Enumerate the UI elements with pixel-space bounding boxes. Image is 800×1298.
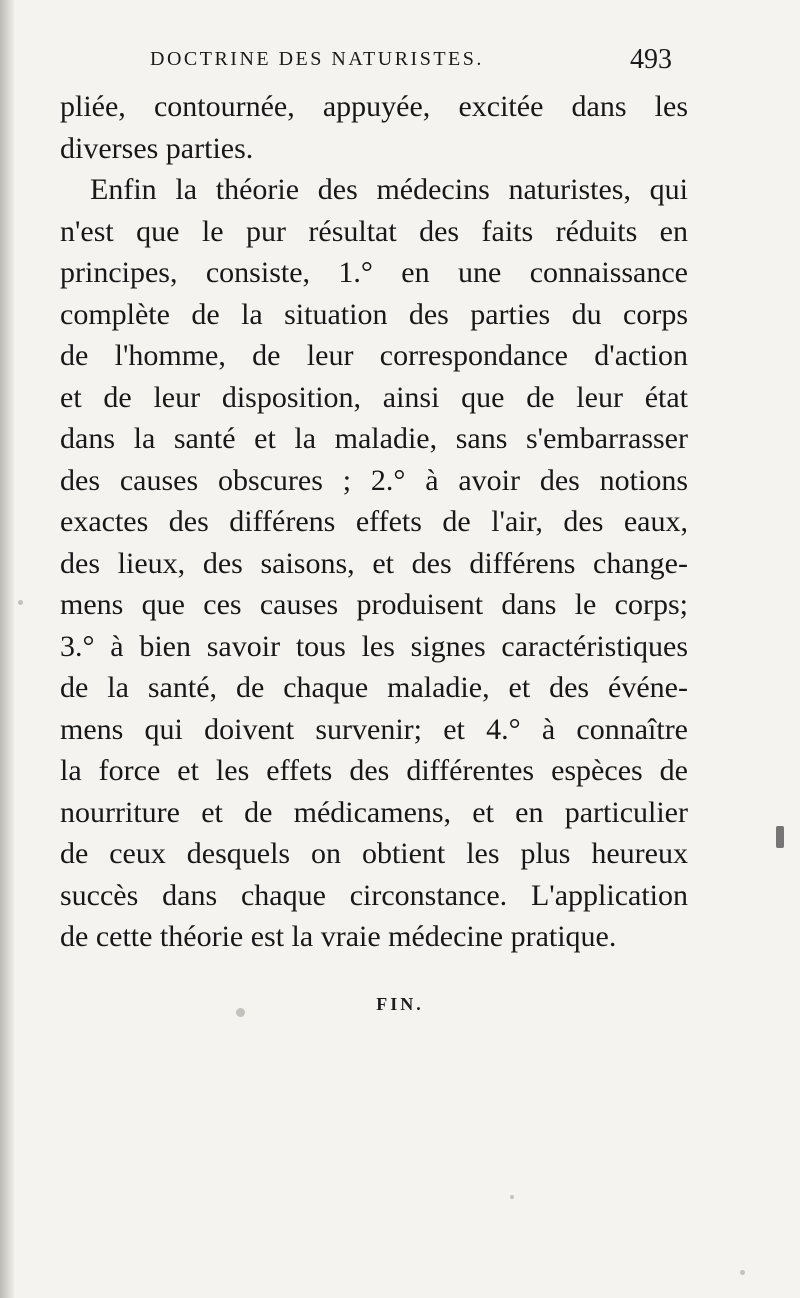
text-line: pliée, contournée, appuyée, excitée dans les (60, 90, 688, 123)
text-line: dans la santé et la maladie, sans s'embarrasser (60, 422, 688, 455)
text-line: mens qui doivent survenir; et 4.° à connaître (60, 712, 688, 746)
text-line: de l'homme, de leur correspondance d'action (60, 339, 688, 372)
paper-speck (776, 826, 784, 848)
text-line: n'est que le pur résultat des faits réduits en (60, 214, 688, 248)
paper-speck (18, 600, 23, 605)
text-line: de la santé, de chaque maladie, et des événe- (60, 671, 688, 704)
text-line: la force et les effets des différentes espèces de (60, 754, 688, 787)
end-mark: FIN. (376, 994, 424, 1014)
text-line: exactes des différens effets de l'air, des eaux, (60, 505, 688, 538)
text-line: des lieux, des saisons, et des différens change- (60, 546, 688, 580)
text-line: mens que ces causes produisent dans le corps; (60, 588, 688, 621)
paper-speck (510, 1195, 514, 1199)
text-line: de cette théorie est la vraie médecine pratique. (60, 920, 617, 953)
running-header (0, 44, 800, 78)
text-line: 3.° à bien savoir tous les signes caractéristiques (60, 629, 688, 663)
page-number: 493 (630, 44, 672, 75)
running-title: DOCTRINE DES NATURISTES. (150, 48, 484, 70)
text-line: Enfin la théorie des médecins naturistes, qui (90, 173, 688, 206)
text-line: et de leur disposition, ainsi que de leur état (60, 380, 688, 414)
text-line: diverses parties. (60, 131, 254, 165)
text-line: de ceux desquels on obtient les plus heureux (60, 837, 688, 870)
text-line: principes, consiste, 1.° en une connaissance (60, 256, 688, 289)
text-line: succès dans chaque circonstance. L'application (60, 878, 688, 912)
paper-speck (740, 1270, 745, 1275)
text-line: des causes obscures ; 2.° à avoir des notions (60, 463, 688, 497)
text-line: complète de la situation des parties du corps (60, 297, 688, 331)
page-gutter-shadow (0, 0, 14, 1298)
body-text (60, 86, 688, 958)
text-line: nourriture et de médicamens, et en particulier (60, 795, 688, 829)
